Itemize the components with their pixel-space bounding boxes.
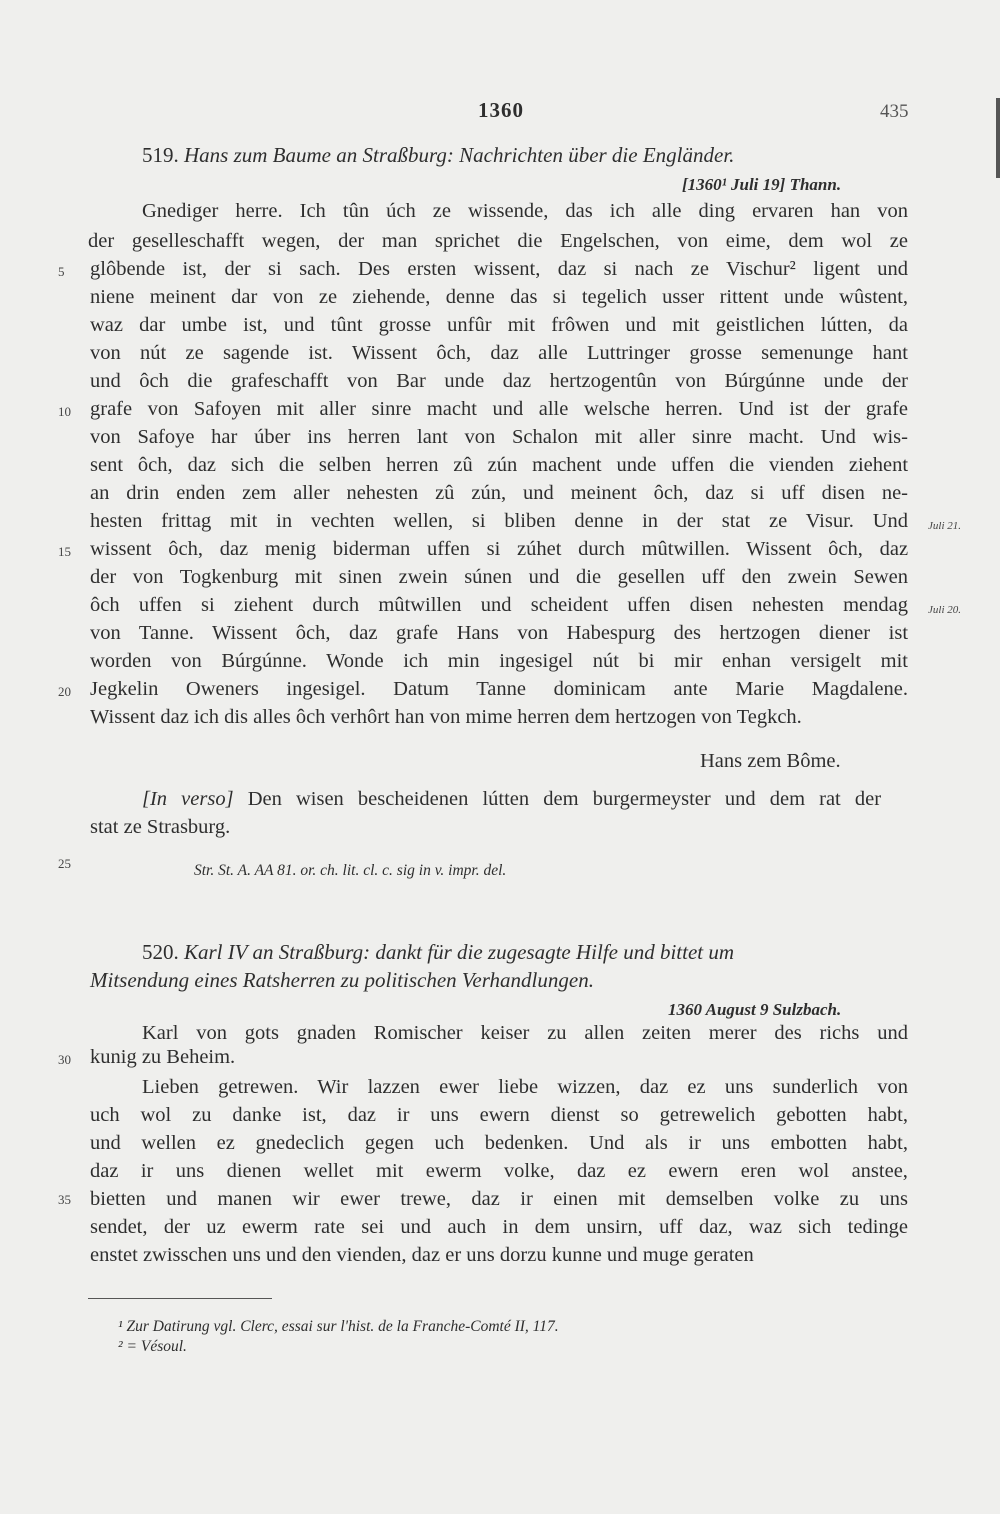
text-line: waz dar umbe ist, und tûnt grosse unfûr mit frôwen und mit geistlichen lútten, da: [90, 314, 908, 336]
text-line: hesten frittag mit in vechten wellen, si bliben denne in der stat ze Visur. Und: [90, 510, 909, 532]
text-line: sent ôch, daz sich die selben herren zû zún machent unde uffen die vienden ziehent: [90, 454, 909, 476]
line-number: 15: [58, 544, 71, 559]
doc-519-title: Hans zum Baume an Straßburg: Nachrichten über die Engländer.: [184, 143, 735, 167]
text-line: und ôch die grafeschafft von Bar unde daz hertzogentûn von Búrgúnne unde der: [90, 370, 908, 392]
doc-520-title: Karl IV an Straßburg: dankt für die zugesagte Hilfe und bittet um: [184, 940, 735, 964]
doc-519-verso-line: stat ze Strasburg.: [90, 816, 231, 838]
text-line: glôbende ist, der si sach. Des ersten wissent, daz si nach ze Vischur² ligent und: [90, 258, 909, 280]
text-line: kunig zu Beheim.: [90, 1046, 236, 1068]
text-line: grafe von Safoyen mit aller sinre macht und alle welsche herren. Und ist der grafe: [90, 398, 908, 420]
text-line: bietten und manen wir ewer trewe, daz ir einen mit demselben volke zu uns: [90, 1188, 908, 1210]
verso-text: Den wisen bescheidenen lútten dem burgermeyster und dem rat der: [247, 788, 882, 810]
text-line: von Tanne. Wissent ôch, daz grafe Hans von Habespurg des hertzogen diener ist: [90, 622, 909, 644]
text-line: ôch uffen si ziehent durch mûtwillen und scheident uffen disen nehesten mendag: [90, 594, 908, 616]
line-number: 35: [58, 1192, 71, 1207]
line-number: 5: [58, 264, 65, 279]
doc-520-number: 520.: [142, 940, 179, 964]
doc-520-title-cont: Mitsendung eines Ratsherren zu politischen Verhandlungen.: [90, 968, 594, 992]
doc-519-number: 519.: [142, 143, 179, 167]
doc-519-signature: Hans zem Bôme.: [700, 750, 841, 772]
text-line: worden von Búrgúnne. Wonde ich min ingesigel nút bi mir enhan versigelt mit: [90, 650, 908, 672]
doc-520-heading: [142, 940, 734, 965]
text-line: Gnediger herre. Ich tûn úch ze wissende, das ich alle ding ervaren han von: [142, 200, 908, 222]
doc-519-verso: [142, 788, 881, 811]
line-number: 25: [58, 856, 71, 871]
text-line: sendet, der uz ewerm rate sei und auch in dem unsirn, uff daz, waz sich tedinge: [90, 1216, 908, 1238]
doc-519-heading: [142, 143, 734, 168]
doc-519-source: Str. St. A. AA 81. or. ch. lit. cl. c. sig in v. impr. del.: [194, 862, 507, 879]
footnote: ¹ Zur Datirung vgl. Clerc, essai sur l'hist. de la Franche-Comté II, 117.: [118, 1318, 559, 1335]
scan-edge-mark: [996, 98, 1000, 178]
text-line: Wissent daz ich dis alles ôch verhôrt han von mime herren dem hertzogen von Tegkch.: [90, 706, 802, 728]
page-number: 435: [880, 101, 909, 122]
footnote-rule: [88, 1298, 272, 1299]
text-line: enstet zwisschen uns und den vienden, daz er uns dorzu kunne und muge geraten: [90, 1244, 754, 1266]
margin-note: Juli 20.: [928, 604, 961, 616]
text-line: der von Togkenburg mit sinen zwein súnen und die gesellen uff den zwein Sewen: [90, 566, 909, 588]
doc-519-date: [1360¹ Juli 19] Thann.: [682, 175, 842, 194]
doc-520-date: 1360 August 9 Sulzbach.: [668, 1000, 842, 1019]
running-head-year: 1360: [478, 98, 524, 122]
text-line: Jegkelin Oweners ingesigel. Datum Tanne dominicam ante Marie Magdalene.: [90, 678, 908, 700]
text-line: von nút ze sagende ist. Wissent ôch, daz alle Luttringer grosse semenunge hant: [90, 342, 908, 364]
text-line: und wellen ez gnedeclich gegen uch bedenken. Und als ir uns embotten habt,: [90, 1132, 908, 1154]
text-line: daz ir uns dienen wellet mit ewerm volke, daz ez ewern eren wol anstee,: [90, 1160, 908, 1182]
text-line: von Safoye har úber ins herren lant von Schalon mit aller sinre macht. Und wis-: [90, 426, 908, 448]
text-line: wissent ôch, daz menig biderman uffen si zúhet durch mûtwillen. Wissent ôch, daz: [90, 538, 909, 560]
verso-label: [In verso]: [142, 788, 234, 810]
text-line: uch wol zu danke ist, daz ir uns ewern dienst so getrewelich gebotten habt,: [90, 1104, 908, 1126]
text-line: Karl von gots gnaden Romischer keiser zu allen zeiten merer des richs und: [142, 1022, 908, 1044]
text-line: niene meinent dar von ze ziehende, denne das si tegelich usser rittent unde wûstent,: [90, 286, 909, 308]
margin-note: Juli 21.: [928, 520, 961, 532]
line-number: 20: [58, 684, 71, 699]
line-number: 10: [58, 404, 71, 419]
footnote: ² = Vésoul.: [118, 1338, 187, 1355]
line-number: 30: [58, 1052, 71, 1067]
text-line: Lieben getrewen. Wir lazzen ewer liebe wizzen, daz ez uns sunderlich von: [142, 1076, 908, 1098]
text-line: an drin enden zem aller nehesten zû zún, und meinent ôch, daz si uff disen ne-: [90, 482, 909, 504]
text-line: der geselleschafft wegen, der man sprichet die Engelschen, von eime, dem wol ze: [88, 230, 908, 252]
